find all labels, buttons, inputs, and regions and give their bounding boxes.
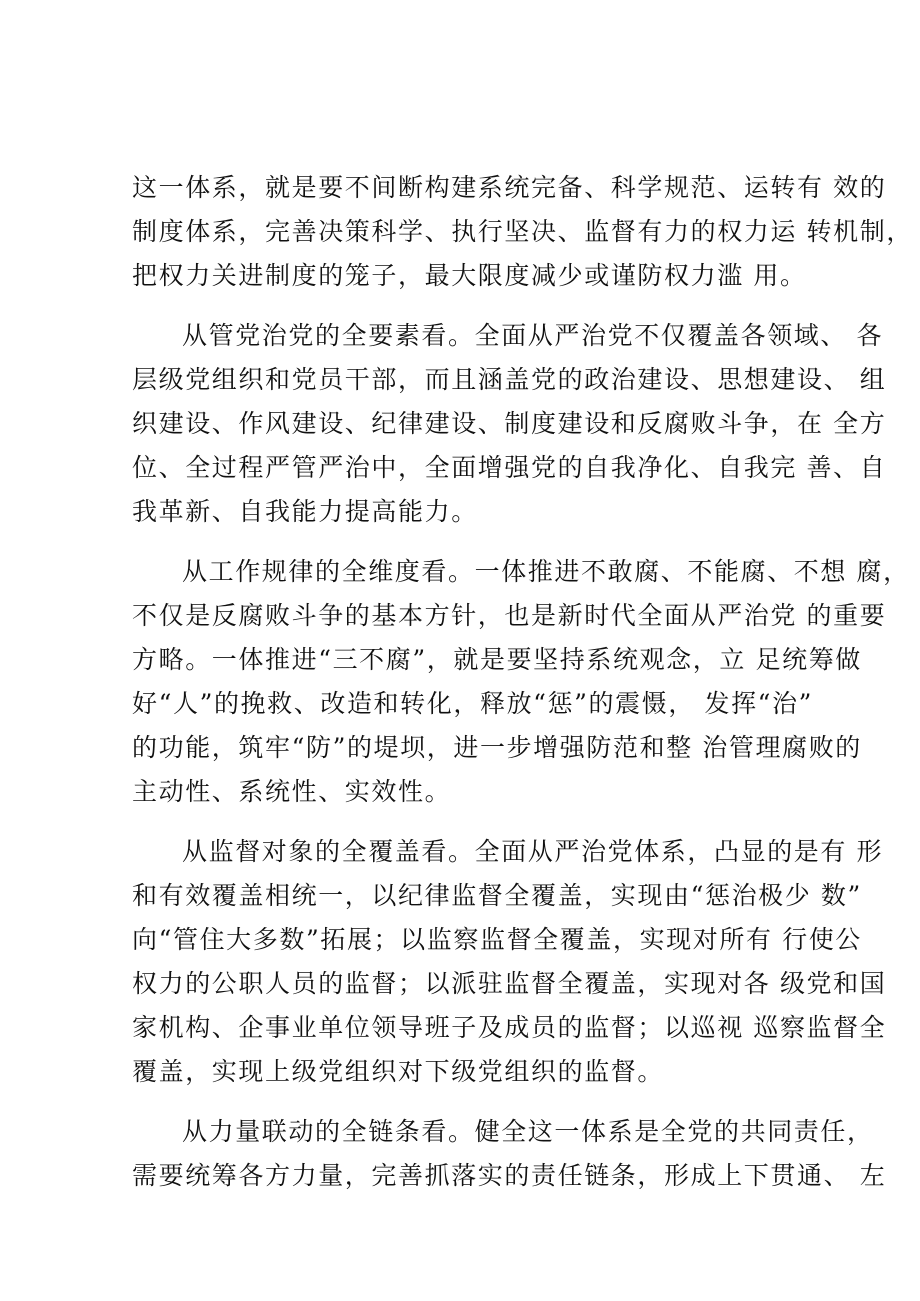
text-line: 把权力关进制度的笼子，最大限度减少或谨防权力滥 用。 (132, 261, 807, 290)
text-line: 织建设、作风建设、纪律建设、制度建设和反腐败斗争，在 全方 (132, 409, 887, 438)
paragraph-full-coverage (132, 830, 887, 1094)
text-line: 和有效覆盖相统一，以纪律监督全覆盖，实现由“惩治极少 数” (132, 881, 862, 910)
paragraph-system-continuation (132, 166, 913, 298)
document-body (132, 166, 913, 1214)
text-line: 从管党治党的全要素看。全面从严治党不仅覆盖各领域、 各 (182, 321, 884, 350)
text-line: 权力的公职人员的监督；以派驻监督全覆盖，实现对各 级党和国 (132, 969, 887, 998)
text-line: 的功能，筑牢“防”的堤坝，进一步增强防范和整 治管理腐败的 (132, 733, 862, 762)
text-line: 从工作规律的全维度看。一体推进不敢腐、不能腐、不想 腐， (182, 557, 910, 586)
text-line: 从力量联动的全链条看。健全这一体系是全党的共同责任， (182, 1117, 874, 1146)
text-line: 主动性、系统性、实效性。 (132, 777, 452, 806)
text-line: 家机构、企事业单位领导班子及成员的监督；以巡视 巡察监督全 (132, 1013, 887, 1042)
text-line: 位、全过程严管严治中，全面增强党的自我净化、自我完 善、自 (132, 453, 887, 482)
text-line: 方略。一体推进“三不腐”，就是要坚持系统观念，立 足统筹做 (132, 645, 862, 674)
text-line: 制度体系，完善决策科学、执行坚决、监督有力的权力运 转机制， (132, 217, 913, 246)
text-line: 不仅是反腐败斗争的基本方针，也是新时代全面从严治党 的重要 (132, 601, 887, 630)
text-line: 从监督对象的全覆盖看。全面从严治党体系，凸显的是有 形 (182, 837, 884, 866)
text-line: 这一体系，就是要不间断构建系统完备、科学规范、运转有 效的 (132, 173, 887, 202)
text-line: 层级党组织和党员干部，而且涵盖党的政治建设、思想建设、 组 (132, 365, 887, 394)
text-line: 好“人”的挽救、改造和转化，释放“惩”的震慑， 发挥“治” (132, 689, 814, 718)
text-line: 我革新、自我能力提高能力。 (132, 497, 478, 526)
text-line: 需要统筹各方力量，完善抓落实的责任链条，形成上下贯通、 左 (132, 1161, 887, 1190)
paragraph-all-elements (132, 314, 887, 534)
text-line: 覆盖，实现上级党组织对下级党组织的监督。 (132, 1057, 665, 1086)
text-line: 向“管住大多数”拓展；以监察监督全覆盖，实现对所有 行使公 (132, 925, 862, 954)
paragraph-full-chain (132, 1110, 887, 1198)
paragraph-all-dimensions (132, 550, 910, 814)
